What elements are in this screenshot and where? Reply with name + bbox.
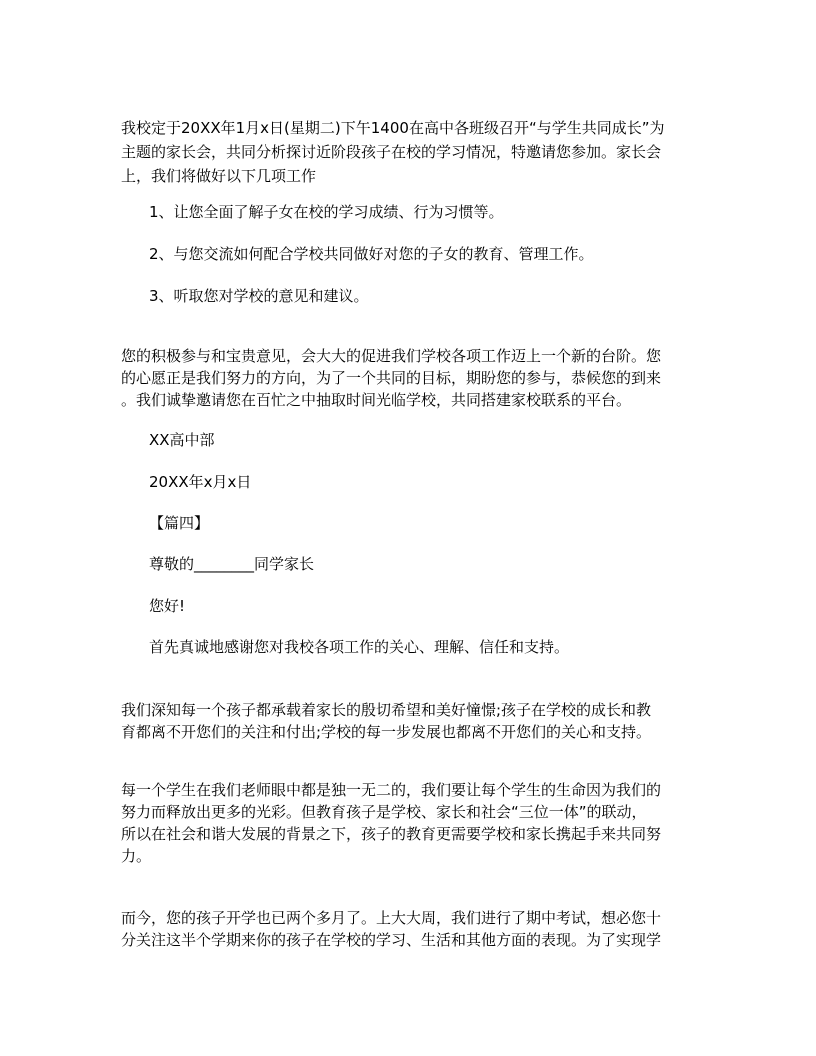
closing-line: 。我们诚挚邀请您在百忙之中抽取时间光临学校，共同搭建家校联系的平台。 [121, 391, 632, 409]
intro-line: 上，我们将做好以下几项工作 [121, 167, 317, 185]
now-line: 分关注这半个学期来你的孩子在学校的学习、生活和其他方面的表现。为了实现学 [121, 931, 662, 949]
thanks-line: 首先真诚地感谢您对我校各项工作的关心、理解、信任和支持。 [149, 638, 570, 656]
now-line: 而今，您的孩子开学也已两个多月了。上大大周，我们进行了期中考试，想必您十 [121, 909, 662, 927]
closing-line: 您的积极参与和宝贵意见，会大大的促进我们学校各项工作迈上一个新的台阶。您 [121, 347, 662, 365]
letter-date: 20XX年x月x日 [149, 473, 252, 491]
intro-line: 主题的家长会，共同分析探讨近阶段孩子在校的学习情况，特邀请您参加。家长会 [121, 143, 662, 161]
unique-line: 每一个学生在我们老师眼中都是独一无二的，我们要让每个学生的生命因为我们的 [121, 781, 662, 799]
section-heading: 【篇四】 [149, 514, 210, 532]
work-item: 1、让您全面了解子女在校的学习成绩、行为习惯等。 [149, 203, 504, 221]
unique-line: 努力而释放出更多的光彩。但教育孩子是学校、家长和社会“三位一体”的联动， [121, 803, 647, 821]
work-item: 3、听取您对学校的意见和建议。 [149, 287, 369, 305]
hope-line: 育都离不开您们的关注和付出;学校的每一步发展也都离不开您们的关心和支持。 [121, 723, 652, 741]
salutation: 尊敬的________同学家长 [149, 555, 315, 573]
closing-line: 的心愿正是我们努力的方向，为了一个共同的目标，期盼您的参与，恭候您的到来 [121, 369, 662, 387]
unique-line: 所以在社会和谐大发展的背景之下，孩子的教育更需要学校和家长携起手来共同努 [121, 825, 662, 843]
intro-line: 我校定于20XX年1月x日(星期二)下午1400在高中各班级召开“与学生共同成长”为 [121, 119, 665, 137]
hope-line: 我们深知每一个孩子都承载着家长的殷切希望和美好憧憬;孩子在学校的成长和教 [121, 701, 652, 719]
signature: XX高中部 [149, 431, 215, 449]
work-item: 2、与您交流如何配合学校共同做好对您的子女的教育、管理工作。 [149, 245, 594, 263]
greeting: 您好! [149, 597, 186, 615]
unique-line: 力。 [121, 847, 152, 865]
